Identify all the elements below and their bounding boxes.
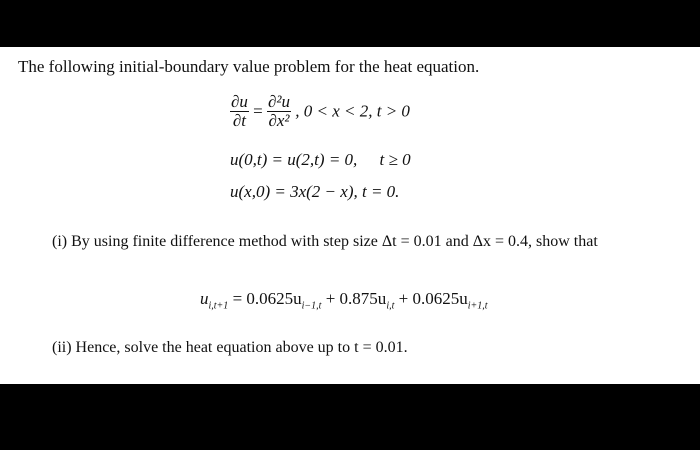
space-derivative-fraction: $\frac{\text{∂²u}}{\text{∂x²}}$ — [268, 92, 290, 130]
finite-difference-scheme: $u_{i,t+1} = 0.0625u_{i-1,t} + 0.875u_{i,t} + 0.0625u_{i+1,t}$ — [200, 289, 488, 312]
boundary-condition: u(0,t) = u(2,t) = 0, t ≥ 0 — [230, 150, 411, 169]
heat-equation: $\frac{\partial u}{\partial t}$ = $\frac{\text{∂²u}}{\text{∂x²}}$ , 0 < x < 2, t > 0 — [231, 92, 410, 130]
part-i-text: (i) By using finite difference method with step size Δt = 0.01 and Δx = 0.4, show that — [52, 233, 598, 250]
document-page — [0, 47, 700, 384]
intro-text: The following initial-boundary value problem for the heat equation. — [18, 57, 480, 76]
part-ii-text: (ii) Hence, solve the heat equation above up to t = 0.01. — [52, 339, 408, 356]
time-derivative-fraction: $\frac{\partial u}{\partial t}$ — [231, 92, 248, 130]
initial-condition: u(x,0) = 3x(2 − x), t = 0. — [230, 182, 400, 201]
pde-domain: , 0 < x < 2, t > 0 — [295, 101, 410, 121]
boundary-range: t ≥ 0 — [379, 150, 411, 169]
